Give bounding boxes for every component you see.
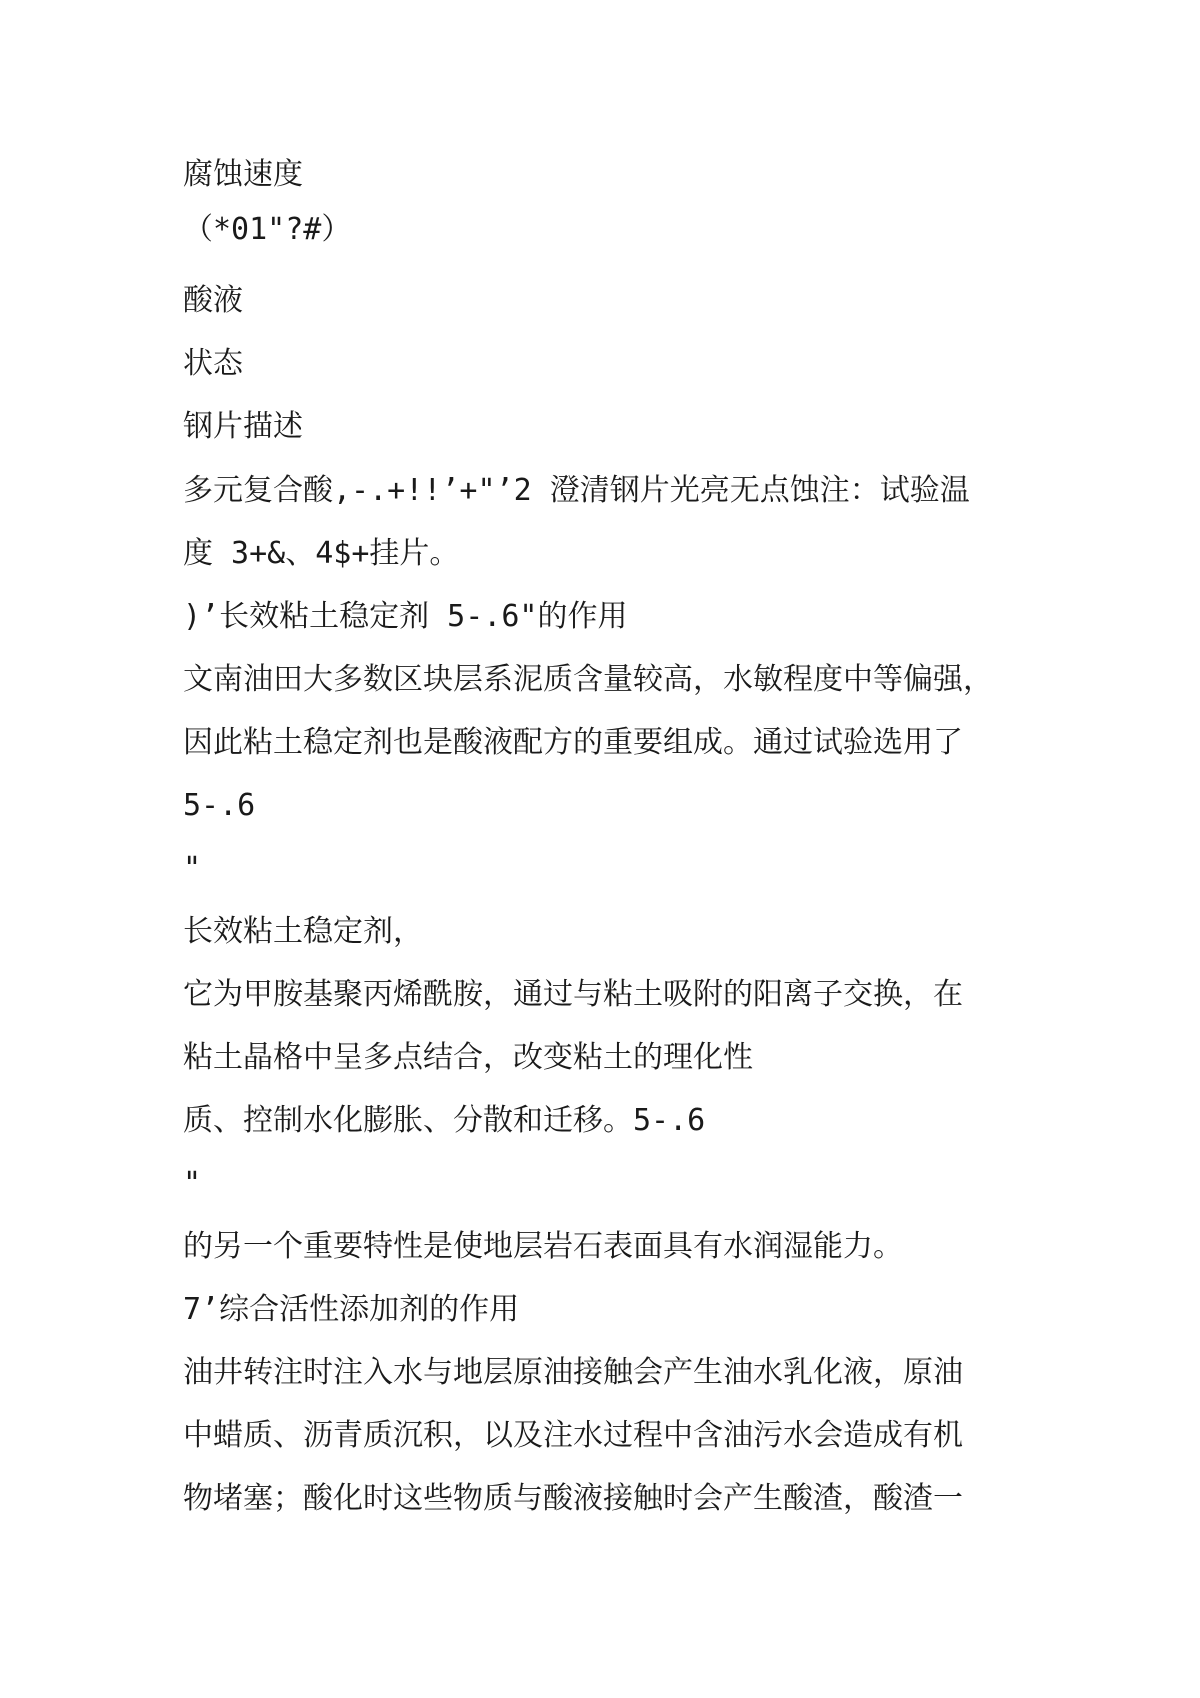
section-heading-active-additive: 7’综合活性添加剂的作用	[183, 1292, 520, 1327]
section-heading-clay-stabilizer: )’长效粘土稳定剂 5-.6"的作用	[183, 599, 628, 634]
text-line-label-steel-desc: 钢片描述	[183, 409, 303, 444]
text-line-label-acid: 酸液	[183, 283, 243, 318]
text-line-label-corrosion-rate: 腐蚀速度	[183, 157, 303, 192]
text-line-unit: （*01"?#）	[183, 212, 352, 247]
paragraph-line: 因此粘土稳定剂也是酸液配方的重要组成。通过试验选用了	[183, 725, 963, 760]
paragraph-line: 长效粘土稳定剂，	[183, 914, 423, 949]
paragraph-line: 的另一个重要特性是使地层岩石表面具有水润湿能力。	[183, 1229, 903, 1264]
paragraph-line: 物堵塞；酸化时这些物质与酸液接触时会产生酸渣，酸渣一	[183, 1481, 963, 1516]
paragraph-line: "	[183, 1166, 202, 1201]
paragraph-line: 中蜡质、沥青质沉积，以及注水过程中含油污水会造成有机	[183, 1418, 963, 1453]
paragraph-line: 它为甲胺基聚丙烯酰胺，通过与粘土吸附的阳离子交换，在	[183, 977, 963, 1012]
paragraph-line: 油井转注时注入水与地层原油接触会产生油水乳化液，原油	[183, 1355, 963, 1390]
paragraph-line: 5-.6	[183, 788, 256, 823]
paragraph-line: 质、控制水化膨胀、分散和迁移。5-.6	[183, 1103, 706, 1138]
paragraph-line: "	[183, 851, 202, 886]
text-line-label-state: 状态	[183, 346, 243, 381]
paragraph-line: 文南油田大多数区块层系泥质含量较高，水敏程度中等偏强，	[183, 662, 993, 697]
text-line-test-note: 度 3+&、4$+挂片。	[183, 536, 460, 571]
text-line-acid-result: 多元复合酸,-.+!!’+"’2 澄清钢片光亮无点蚀注：试验温	[183, 473, 970, 508]
paragraph-line: 粘土晶格中呈多点结合，改变粘土的理化性	[183, 1040, 753, 1075]
